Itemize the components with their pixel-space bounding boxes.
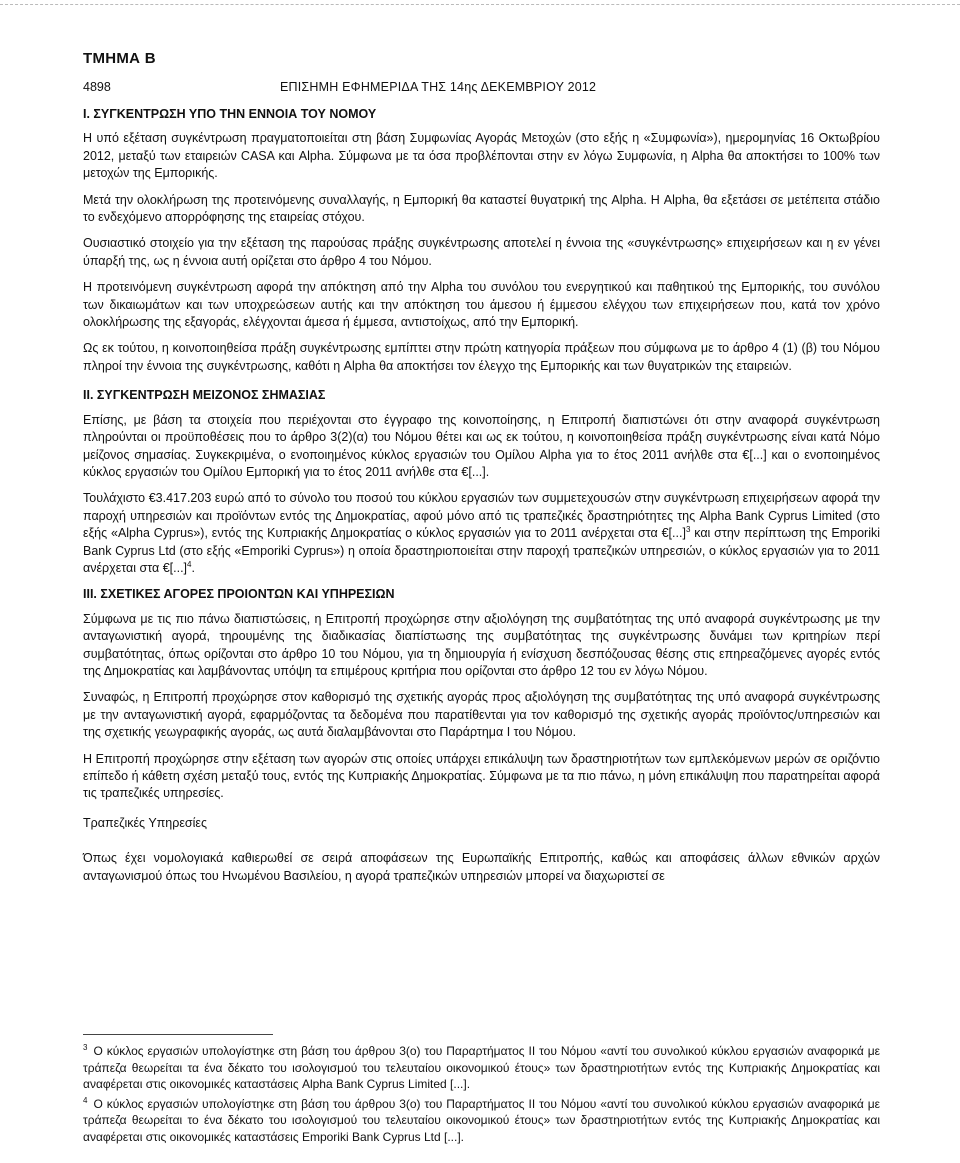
document-body xyxy=(83,106,880,894)
heading-section-2: II. ΣΥΓΚΕΝΤΡΩΣΗ ΜΕΙΖΟΝΟΣ ΣΗΜΑΣΙΑΣ xyxy=(83,388,326,403)
paragraph: Η Επιτροπή προχώρησε στην εξέταση των αγορών στις οποίες υπάρχει επικάλυψη των δραστηριοτήτων των εμπλεκόμενων μερών σε οριζόντιο επίπεδο ή κάθετη σχέση μεταξύ τους, εντός της Κυπριακής Δημοκρατίας. Σύμφωνα με τα πιο πάνω, η μόνη επικάλυψη που παρατηρείται αφορά τις τραπεζικές υπηρεσίες. xyxy=(83,751,880,801)
paragraph: Επίσης, με βάση τα στοιχεία που περιέχονται στο έγγραφο της κοινοποίησης, η Επιτροπή διαπιστώνει ότι στην αναφορά συγκέντρωση πληρούνται οι προϋποθέσεις που το άρθρο 3(2)(α) του Νόμου θέτει και ως εκ τούτου, η κοινοποιηθείσα πράξη συγκέντρωσης είναι κατά Νόμο μείζονος σημασίας. Συγκεκριμένα, ο ενοποιημένος κύκλος εργασιών του Ομίλου Alpha για το έτος 2011 ανήλθε στα €[...] και ο ενοποιημένος κύκλος εργασιών του Ομίλου Εμπορική για το έτος 2011 ανήλθε στα €[...]. xyxy=(83,412,880,479)
footnote-3 xyxy=(83,1040,880,1093)
paragraph: Ουσιαστικό στοιχείο για την εξέταση της παρούσας πράξης συγκέντρωσης αποτελεί η έννοια της «συγκέντρωσης» επιχειρήσεων και η εν γένει ύπαρξή της, ως η έννοια αυτή ορίζεται στο άρθρο 4 του Νόμου. xyxy=(83,236,880,268)
paragraph: Όπως έχει νομολογιακά καθιερωθεί σε σειρά αποφάσεων της Ευρωπαϊκής Επιτροπής, καθώς και αποφάσεις άλλων εθνικών αρχών ανταγωνισμού όπως του Ηνωμένου Βασιλείου, η αγορά τραπεζικών υπηρεσιών μπορεί να διαχωριστεί σε xyxy=(83,851,880,883)
running-title: ΕΠΙΣΗΜΗ ΕΦΗΜΕΡΙΔΑ ΤΗΣ 14ης ΔΕΚΕΜΒΡΙΟΥ 2012 xyxy=(280,80,597,94)
heading-section-3: III. ΣΧΕΤΙΚΕΣ ΑΓΟΡΕΣ ΠΡΟΙΟΝΤΩΝ ΚΑΙ ΥΠΗΡΕΣΙΩΝ xyxy=(83,587,395,602)
footnote-number: 3 xyxy=(83,1043,88,1052)
paragraph: Μετά την ολοκλήρωση της προτεινόμενης συναλλαγής, η Εμπορική θα καταστεί θυγατρική της Alpha. Η Alpha, θα εξετάσει σε μετέπειτα στάδιο το ενδεχόμενο απορρόφησης της εταιρείας στόχου. xyxy=(83,192,880,225)
paragraph: Η προτεινόμενη συγκέντρωση αφορά την απόκτηση από την Alpha του συνόλου του ενεργητικού και παθητικού της Εμπορικής, του συνόλου των δικαιωμάτων και των υποχρεώσεων αυτής και την απόκτηση του άμεσου ή έμμεσου ελέγχου των επιχειρήσεων που, κατά τον χρόνο ολοκλήρωσης της εξαγοράς, ελέγχονται άμεσα ή έμμεσα, αντιστοίχως, από την Εμπορική. xyxy=(83,280,880,330)
paragraph-text: και στην περίπτωση της Emporiki Bank Cyprus Ltd (στο εξής «Emporiki Cyprus») η οποία δραστηριοποιείται στην παροχή τραπεζικών υπηρεσιών, ο κύκλος εργασιών για το 2011 ανέρχεται στα €[...] xyxy=(83,526,880,575)
footnote-ref-4: 4 xyxy=(187,559,192,569)
top-border-line xyxy=(0,4,960,5)
page-number: 4898 xyxy=(83,80,111,94)
footnotes xyxy=(83,1040,880,1146)
paragraph-with-footnotes xyxy=(83,490,880,577)
footnote-text: Ο κύκλος εργασιών υπολογίστηκε στη βάση του άρθρου 3(ο) του Παραρτήματος II του Νόμου «αντί του συνολικού κύκλου εργασιών αναφορικά με τράπεζα θεωρείται τα ένα δέκατο του ισολογισμού του τελευταίου οικονομικού έτους» των δραστηριοτήτων εντός της Κυπριακής Δημοκρατίας και αναφέρεται στις οικονομικές καταστάσεις Alpha Bank Cyprus Limited [...]. xyxy=(83,1044,880,1092)
paragraph: Ως εκ τούτου, η κοινοποιηθείσα πράξη συγκέντρωσης εμπίπτει στην πρώτη κατηγορία πράξεων που σύμφωνα με το άρθρο 4 (1) (β) του Νόμου πληροί την έννοια της συγκέντρωσης, καθότι η Alpha θα αποκτήσει τον έλεγχο της Εμπορικής και των θυγατρικών της εταιρειών. xyxy=(83,341,880,373)
section-label: ΤΜΗΜΑ Β xyxy=(83,50,156,67)
paragraph-text: Τουλάχιστο €3.417.203 ευρώ από το σύνολο του ποσού του κύκλου εργασιών των συμμετεχουσών στην συγκέντρωση επιχειρήσεων αφορά την παροχή υπηρεσιών και προϊόντων εντός της Δημοκρατίας, αφού μόνο από τις τραπεζικές δραστηριότητες της Alpha Bank Cyprus Limited (στο εξής «Alpha Cyprus»), εντός της Κυπριακής Δημοκρατίας ο κύκλος εργασιών για το 2011 ανέρχεται στα €[...] xyxy=(83,491,880,541)
subheading-banking-services: Τραπεζικές Υπηρεσίες xyxy=(83,815,208,830)
heading-section-1: I. ΣΥΓΚΕΝΤΡΩΣΗ ΥΠΟ ΤΗΝ ΕΝΝΟΙΑ ΤΟΥ ΝΟΜΟΥ xyxy=(83,107,377,121)
paragraph: Συναφώς, η Επιτροπή προχώρησε στον καθορισμό της σχετικής αγοράς προς αξιολόγηση της συμβατότητας της υπό αναφορά συγκέντρωσης με την ανταγωνιστική αγορά, εφαρμόζοντας τα δεδομένα που παρατίθενται για τον καθορισμό της σχετικής αγοράς προϊόντος/υπηρεσιών και της σχετικής γεωγραφικής αγοράς, ως αυτά διαλαμβάνονται στο Παράρτημα I του Νόμου. xyxy=(83,690,880,740)
footnote-number: 4 xyxy=(83,1095,88,1105)
footnote-4 xyxy=(83,1093,880,1146)
paragraph-text: . xyxy=(191,560,195,575)
footnote-divider xyxy=(83,1034,273,1035)
footnote-ref-3: 3 xyxy=(685,524,691,534)
footnote-text: Ο κύκλος εργασιών υπολογίστηκε στη βάση του άρθρου 3(ο) του Παραρτήματος II του Νόμου «αντί του συνολικού κύκλου εργασιών αναφορικά με τράπεζα θεωρείται το ένα δέκατο του ισολογισμού του τελευταίου οικονομικού έτους» των δραστηριοτήτων εντός της Κυπριακής Δημοκρατίας και αναφέρεται στις οικονομικές καταστάσεις Emporiki Bank Cyprus Ltd [...]. xyxy=(83,1096,880,1144)
paragraph: Σύμφωνα με τις πιο πάνω διαπιστώσεις, η Επιτροπή προχώρησε στην αξιολόγηση της συμβατότητας της υπό αναφορά συγκέντρωσης με την ανταγωνιστική αγορά, τηρουμένης της διαδικασίας διαπίστωσης της συμβατότητας της συγκέντρωσης δυνάμει των κριτηρίων περί συμβατότητας, όπως ορίζονται στο άρθρο 10 του Νόμου, για τη δημιουργία ή ενίσχυση δεσπόζουσας θέσης στις επηρεαζόμενες αγορές εντός της Δημοκρατίας και λαμβάνοντας υπόψη τα επιμέρους κριτήρια που ορίζονται στο άρθρο 12 του εν λόγω Νόμου. xyxy=(83,611,880,678)
paragraph: Η υπό εξέταση συγκέντρωση πραγματοποιείται στη βάση Συμφωνίας Αγοράς Μετοχών (στο εξής η «Συμφωνία»), ημερομηνίας 16 Οκτωβρίου 2012, μεταξύ των εταιρειών CASA και Alpha. Σύμφωνα με τα όσα προβλέπονται στην εν λόγω Συμφωνία, η Alpha θα αποκτήσει το 100% των μετοχών της Εμπορικής. xyxy=(83,131,880,181)
